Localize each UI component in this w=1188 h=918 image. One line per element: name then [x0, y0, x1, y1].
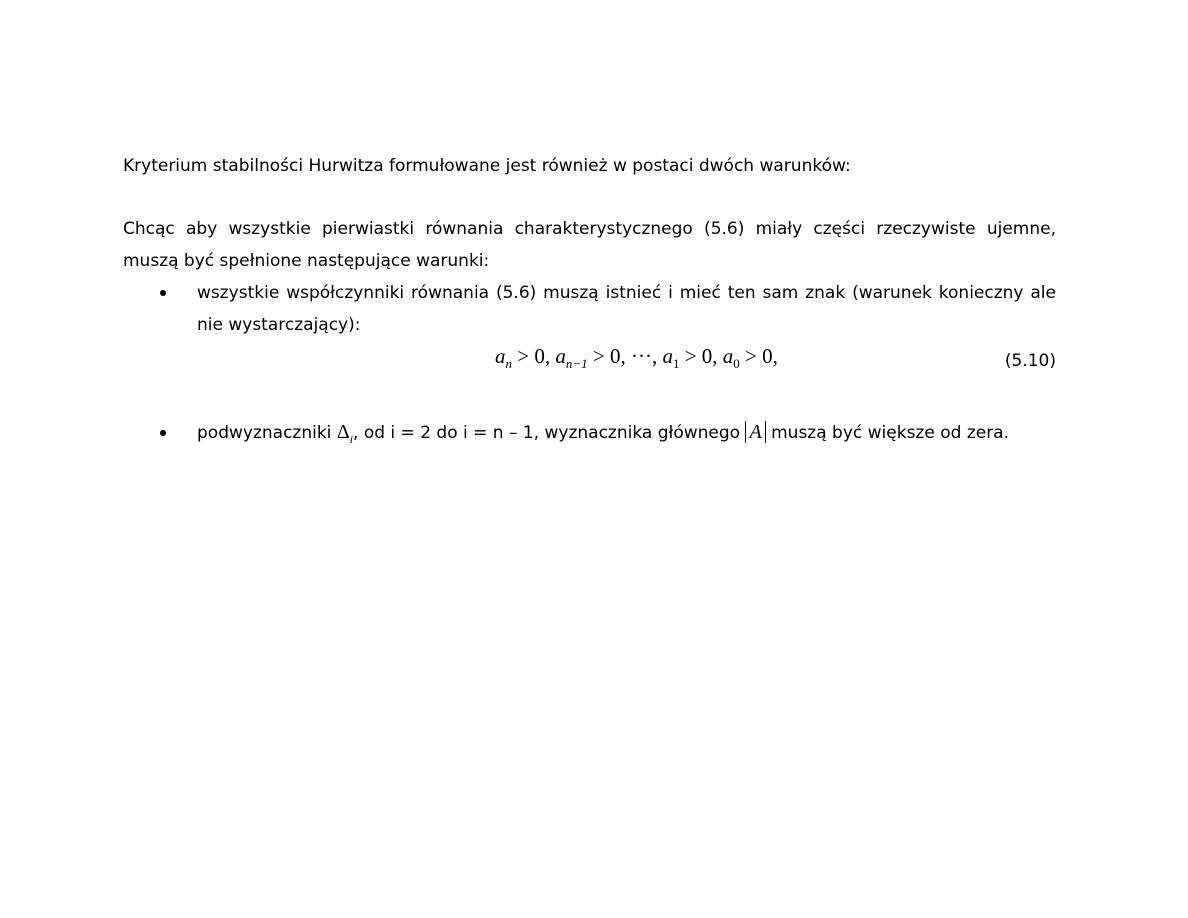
bullet-text-part: podwyznaczniki: [197, 423, 337, 443]
conditions-list: [123, 277, 1056, 453]
bullet-text-part: muszą być większe od zera.: [765, 423, 1010, 443]
math-subscript: 0: [733, 356, 740, 371]
math-subscript: n−1: [565, 356, 588, 371]
bullet-text: wszystkie współczynniki równania (5.6) muszą istnieć i mieć ten sam znak (warunek konieczny ale nie wystarczający):: [197, 283, 1056, 335]
bullet-text: [197, 413, 1056, 453]
equation-row: [197, 343, 1056, 383]
bullet-icon: [160, 430, 166, 436]
determinant-symbol: A: [745, 421, 765, 443]
bullet-text-part: , od i = 2 do i = n – 1, wyznacznika głównego: [353, 423, 746, 443]
math-var: a: [495, 344, 506, 368]
math-ellipsis: ···,: [630, 344, 663, 368]
math-var: a: [555, 344, 566, 368]
bullet-icon: [160, 290, 166, 296]
math-relation: > 0,: [679, 344, 723, 368]
math-relation: > 0,: [512, 344, 556, 368]
math-subscript: 1: [672, 356, 680, 371]
list-item: [123, 277, 1056, 383]
equation-number: (5.10): [1004, 351, 1056, 371]
delta-symbol: $\Delta_i$: [336, 421, 354, 446]
math-var: a: [662, 344, 673, 368]
math-var: a: [722, 344, 734, 368]
equation: [495, 343, 778, 369]
document-page: [123, 150, 1056, 453]
math-relation: > 0,: [587, 344, 631, 368]
condition-paragraph: Chcąc aby wszystkie pierwiastki równania charakterystycznego (5.6) miały części rzeczywiste ujemne, muszą być spełnione następujące warunki:: [123, 219, 1056, 271]
intro-paragraph: Kryterium stabilności Hurwitza formułowane jest również w postaci dwóch warunków:: [123, 156, 851, 176]
math-subscript: n: [505, 356, 512, 371]
list-item: [123, 413, 1056, 453]
math-relation: > 0,: [739, 344, 778, 368]
